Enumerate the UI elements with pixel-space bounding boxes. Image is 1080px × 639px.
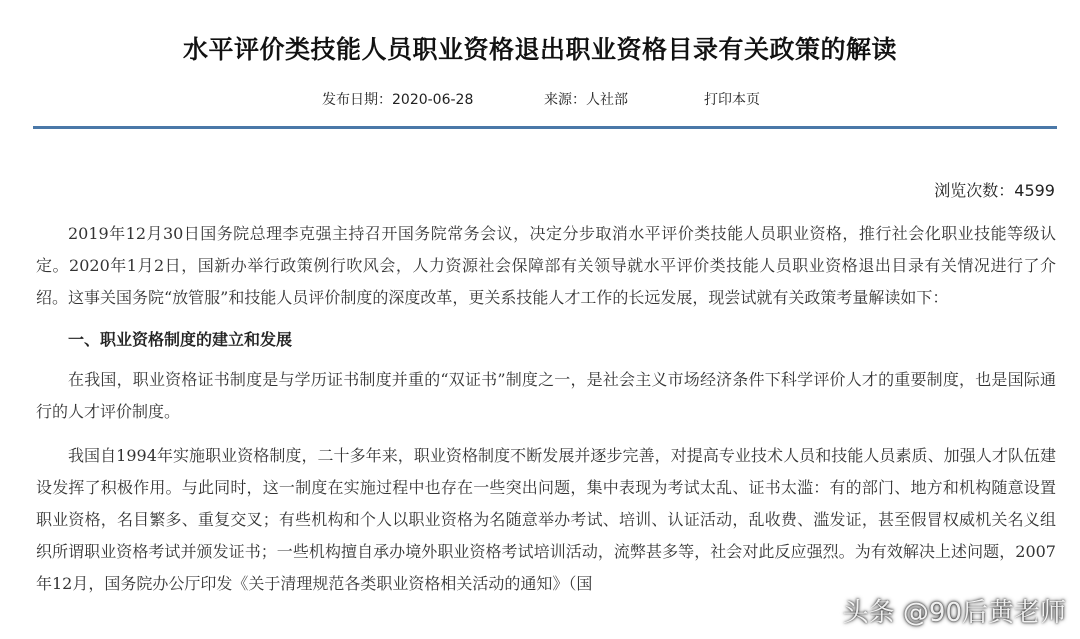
article-body [36,218,1056,612]
article-title: 水平评价类技能人员职业资格退出职业资格目录有关政策的解读 [182,35,897,64]
header-divider [33,126,1057,129]
paragraph-intro: 2019年12月30日国务院总理李克强主持召开国务院常务会议，决定分步取消水平评价类技能人员职业资格，推行社会化职业技能等级认定。2020年1月2日，国新办举行政策例行吹风会，人力资源社会保障部有关领导就水平评价类技能人员职业资格退出目录有关情况进行了介绍。这事关国务院“放管服”和技能人员评价制度的深度改革，更关系技能人才工作的长远发展，现尝试就有关政策考量解读如下： [36,224,1056,307]
wechat-icon [807,599,837,623]
article-source: 来源：人社部 [544,92,628,108]
watermark-text: 头条 @90后黄老师 [842,598,1066,628]
view-count: 浏览次数：4599 [934,181,1055,200]
paragraph-history: 我国自1994年实施职业资格制度，二十多年来，职业资格制度不断发展并逐步完善，对提高专业技术人员和技能人员素质、加强人才队伍建设发挥了积极作用。与此同时，这一制度在实施过程中也存在一些突出问题，集中表现为考试太乱、证书太滥：有的部门、地方和机构随意设置职业资格，名目繁多、重复交叉；有些机构和个人以职业资格为名随意举办考试、培训、认证活动，乱收费、滥发证，甚至假冒权威机关名义组织所谓职业资格考试并颁发证书；一些机构擅自承办境外职业资格考试培训活动，流弊甚多等，社会对此反应强烈。为有效解决上述问题，2007年12月，国务院办公厅印发《关于清理规范各类职业资格相关活动的通知》（国 [36,446,1056,593]
section-heading: 一、职业资格制度的建立和发展 [68,330,293,349]
paragraph-definition: 在我国，职业资格证书制度是与学历证书制度并重的“双证书”制度之一，是社会主义市场经济条件下科学评价人才的重要制度，也是国际通行的人才评价制度。 [36,370,1056,421]
publish-date: 发布日期：2020-06-28 [322,92,474,108]
print-page-link[interactable]: 打印本页 [704,92,760,108]
watermark [807,592,1066,629]
